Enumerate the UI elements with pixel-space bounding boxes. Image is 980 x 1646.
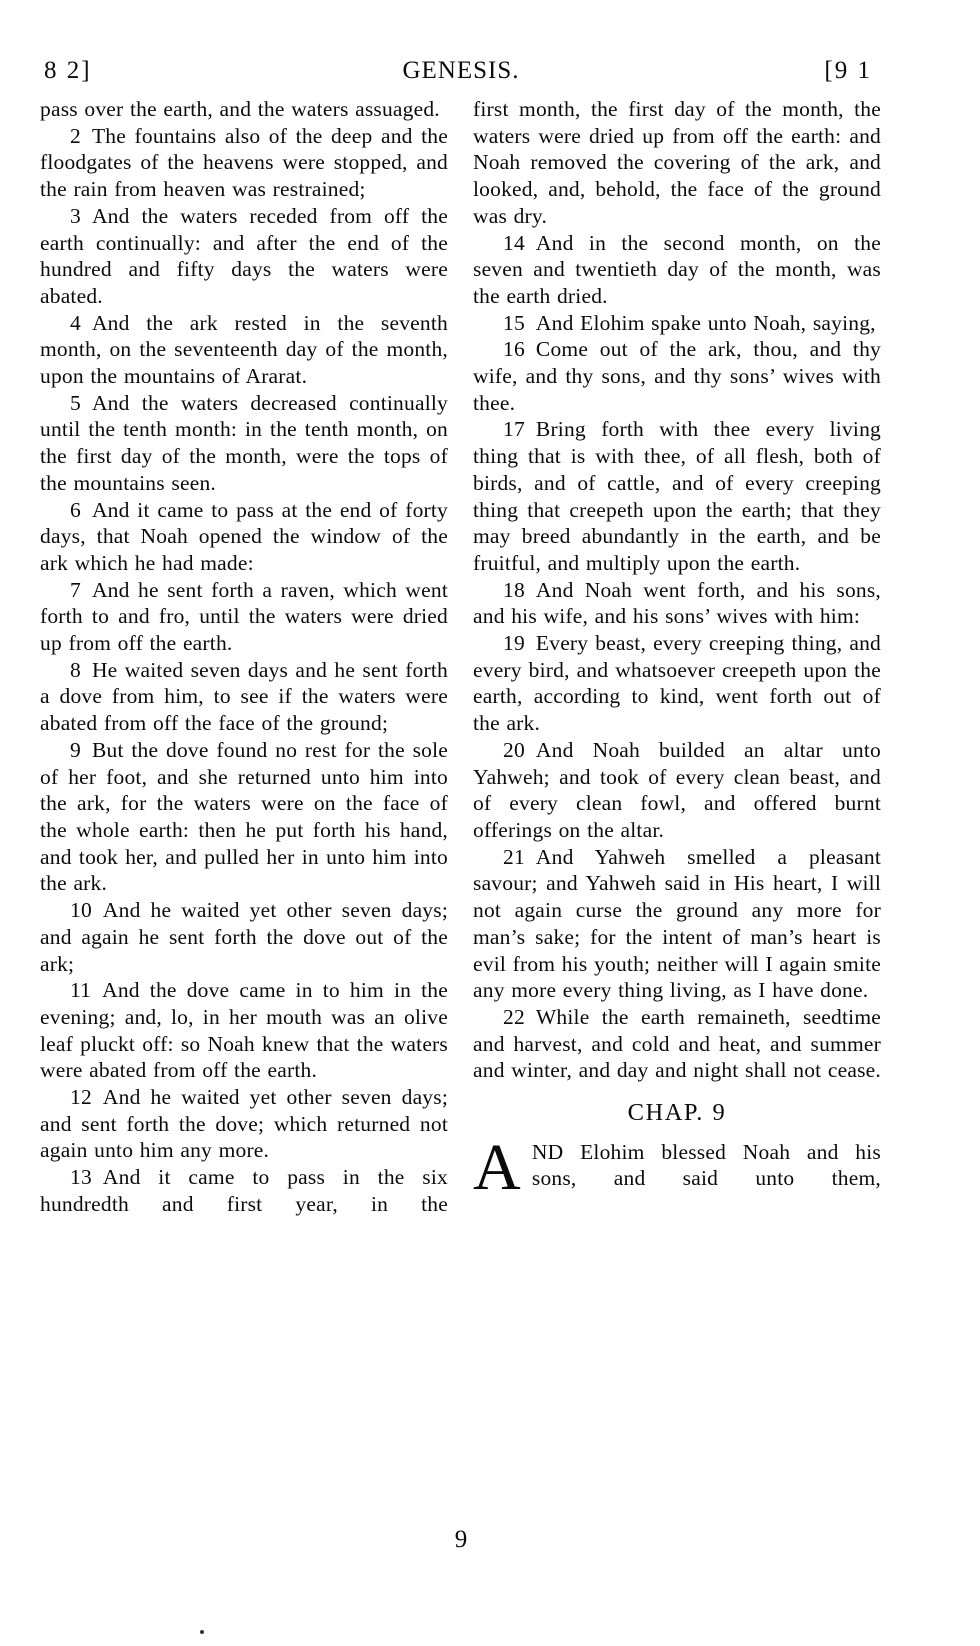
verse-text: And Yahweh smelled a pleasant savour; and Yahweh said in His heart, I will not again curse the ground any more for man’s sake; for the intent of man’s heart is evil from his youth; neither will I again smite any more every thing living, as I have done. — [473, 844, 881, 1003]
verse-text: And in the second month, on the seven and twentieth day of the month, was the earth dried. — [473, 230, 881, 308]
verse-paragraph — [40, 1084, 448, 1164]
left-column — [40, 96, 448, 1218]
verse-text: And the waters decreased continually until the tenth month: in the tenth month, on the first day of the month, were the tops of the mountains seen. — [40, 390, 448, 495]
verse-paragraph — [473, 310, 881, 337]
chapter-heading: CHAP. 9 — [627, 1099, 727, 1127]
verse-paragraph — [40, 96, 448, 123]
verse-paragraph — [473, 577, 881, 630]
verse-number: 7 — [70, 577, 81, 602]
verse-paragraph — [40, 897, 448, 977]
verse-number: 22 — [503, 1004, 525, 1029]
verse-number: 13 — [70, 1165, 92, 1190]
verse-text: Come out of the ark, thou, and thy wife, and thy sons, and thy sons’ wives with thee. — [473, 337, 881, 415]
verse-number: 11 — [70, 978, 92, 1003]
verse-paragraph — [473, 844, 881, 1004]
verse-number: 14 — [503, 230, 525, 255]
verse-paragraph — [473, 630, 881, 737]
header-left-reference: 8 2] — [44, 57, 92, 84]
verse-paragraph — [473, 416, 881, 576]
verse-text: And Elohim spake unto Noah, saying, — [535, 310, 876, 335]
header-right-reference: [9 1 — [824, 57, 872, 84]
verse-paragraph — [40, 497, 448, 577]
page-number: 9 — [454, 1526, 468, 1553]
verse-text: Bring forth with thee every living thing that is with thee, of all flesh, both of birds, and of cattle, and of every creeping thing that creepeth upon the earth; that they may breed abundantly in the earth, and be fruitful, and multiply upon the earth. — [473, 417, 881, 575]
verse-text: But the dove found no rest for the sole of her foot, and she returned unto him into the ark, for the waters were on the face of the whole earth: then he put forth his hand, and took her, and pulled her in unto him into the ark. — [40, 737, 448, 896]
verse-text: And he sent forth a raven, which went forth to and fro, until the waters were dried up from off the earth. — [40, 577, 448, 656]
verse-text: And Noah builded an altar unto Yahweh; and took of every clean beast, and of every clean fowl, and offered burnt offerings on the altar. — [473, 737, 881, 842]
verse-number: 10 — [70, 898, 92, 923]
verse-number: 16 — [503, 337, 525, 362]
chapter-opening-verse — [473, 1130, 881, 1204]
verse-paragraph — [40, 737, 448, 897]
verse-paragraph — [473, 1004, 881, 1084]
verse-paragraph — [40, 577, 448, 657]
verse-number: 2 — [70, 123, 81, 148]
verse-number: 15 — [503, 310, 525, 335]
verse-paragraph — [40, 390, 448, 497]
verse-paragraph — [40, 123, 448, 203]
scan-artifact-dot — [200, 1630, 204, 1634]
verse-number: 12 — [70, 1085, 92, 1110]
verse-text: He waited seven days and he sent forth a dove from him, to see if the waters were abated from off the face of the ground; — [40, 657, 448, 736]
page-header — [40, 57, 882, 89]
verse-number: 18 — [503, 577, 525, 602]
verse-number: 8 — [70, 657, 81, 682]
verse-number: 21 — [503, 844, 525, 869]
verse-number: 6 — [70, 497, 81, 522]
text-columns — [40, 96, 882, 1218]
verse-text: The fountains also of the deep and the floodgates of the heavens were stopped, and the rain from heaven was restrained; — [40, 123, 448, 202]
verse-text: And it came to pass in the six hundredth and first year, in the — [40, 1165, 448, 1216]
verse-paragraph — [40, 657, 448, 737]
verse-text: And the ark rested in the seventh month, on the seventeenth day of the month, upon the mountains of Ararat. — [40, 310, 448, 389]
verse-paragraph — [473, 230, 881, 310]
verse-paragraph — [40, 1164, 448, 1217]
book-title: GENESIS. — [402, 57, 520, 84]
right-column — [473, 96, 881, 1218]
verse-text: Every beast, every creeping thing, and every bird, and whatsoever creepeth upon the earth, according to kind, went forth out of the ark. — [473, 631, 881, 736]
verse-paragraph — [40, 310, 448, 390]
verse-paragraph — [473, 737, 881, 844]
verse-text: ND Elohim blessed Noah and his sons, and said unto them, — [531, 1139, 881, 1191]
verse-text: And Noah went forth, and his sons, and his wife, and his sons’ wives with him: — [473, 577, 881, 629]
verse-paragraph — [40, 977, 448, 1084]
verse-number: 17 — [503, 417, 525, 442]
verse-number: 19 — [503, 631, 525, 656]
verse-paragraph — [40, 203, 448, 310]
verse-text: And the dove came in to him in the evening; and, lo, in her mouth was an olive leaf pluckt off: so Noah knew that the waters were abated from off the earth. — [40, 978, 448, 1083]
verse-number: 5 — [70, 390, 81, 415]
verse-number: 20 — [503, 737, 525, 762]
verse-number: 9 — [70, 737, 81, 762]
verse-text: And he waited yet other seven days; and sent forth the dove; which returned not again unto him any more. — [40, 1085, 448, 1163]
verse-text: While the earth remaineth, seedtime and harvest, and cold and heat, and summer and winter, and day and night shall not cease. — [473, 1004, 882, 1083]
verse-paragraph — [473, 96, 881, 230]
verse-number: 3 — [70, 203, 81, 228]
drop-cap: A — [473, 1130, 521, 1204]
verse-text: And he waited yet other seven days; and again he sent forth the dove out of the ark; — [40, 898, 448, 976]
verse-text: pass over the earth, and the waters assuaged. — [40, 97, 440, 121]
verse-paragraph — [473, 336, 881, 416]
verse-number: 4 — [70, 310, 81, 335]
verse-text: first month, the first day of the month, the waters were dried up from off the earth: and Noah removed the covering of the ark, and looked, and, behold, the face of the ground was dry. — [473, 97, 881, 228]
verse-text: And it came to pass at the end of forty days, that Noah opened the window of the ark which he had made: — [40, 497, 448, 575]
verse-text: And the waters receded from off the earth continually: and after the end of the hundred and fifty days the waters were abated. — [40, 203, 448, 308]
